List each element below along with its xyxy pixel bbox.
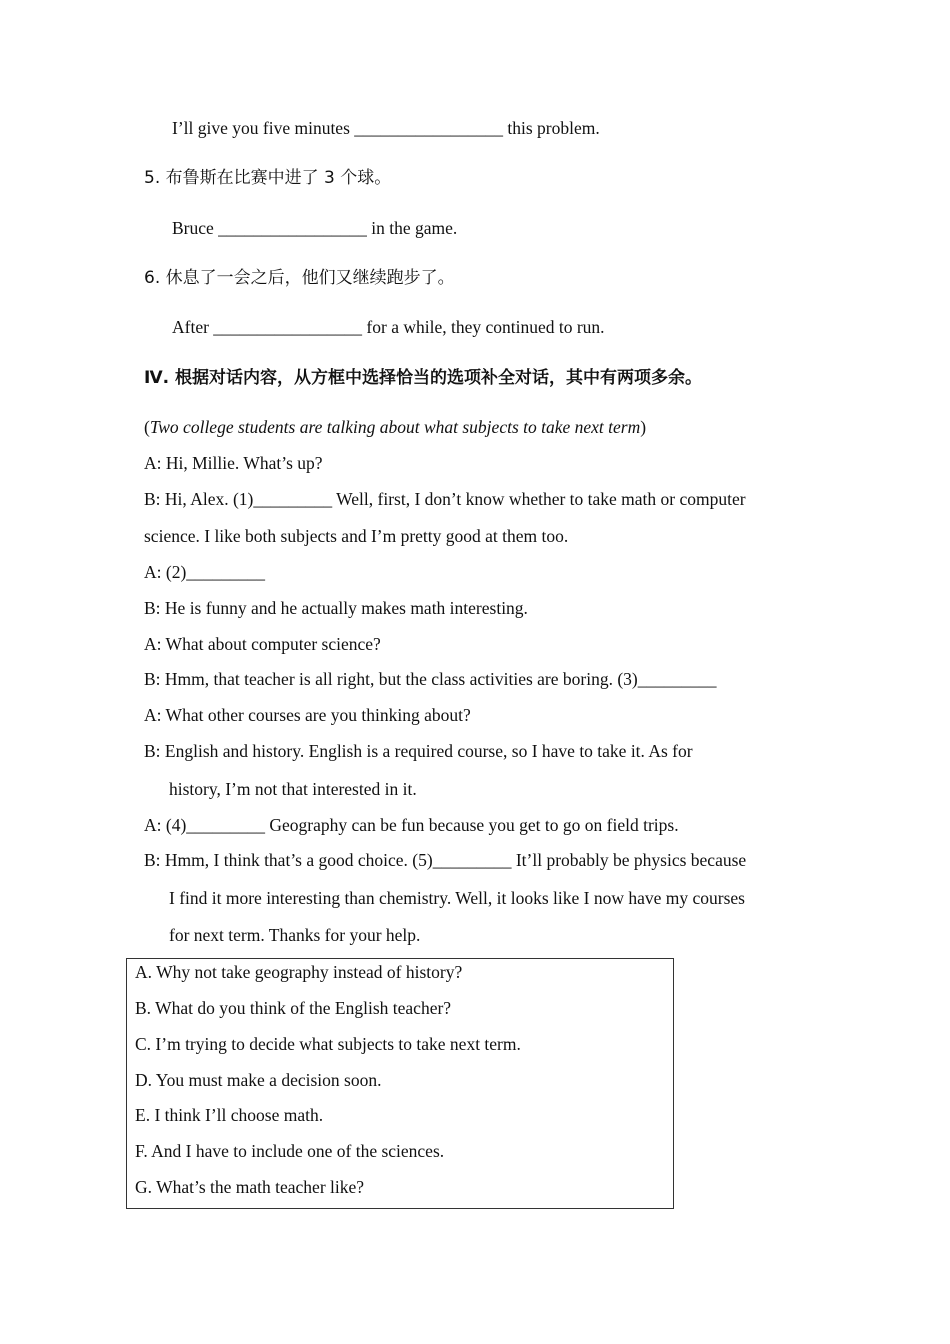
dialogue-line: I find it more interesting than chemistry. Well, it looks like I now have my courses: [169, 888, 745, 908]
dialogue-line: A: (4)_________ Geography can be fun because you get to go on field trips.: [144, 815, 679, 835]
context-close-paren: ): [640, 417, 647, 437]
dialogue-line: for next term. Thanks for your help.: [169, 925, 421, 945]
dialogue-line: history, I’m not that interested in it.: [169, 779, 417, 799]
dialogue-line: A: What about computer science?: [144, 634, 381, 654]
option-d: D. You must make a decision soon.: [135, 1070, 382, 1090]
dialogue-line: A: (2)_________: [144, 562, 266, 582]
item5-sentence: Bruce _________________ in the game.: [172, 218, 458, 238]
option-b: B. What do you think of the English teacher?: [135, 998, 452, 1018]
dialogue-line: B: Hi, Alex. (1)_________ Well, first, I don’t know whether to take math or computer: [144, 489, 746, 509]
section4-heading: Ⅳ. 根据对话内容，从方框中选择恰当的选项补全对话，其中有两项多余。: [144, 368, 703, 388]
dialogue-line: A: What other courses are you thinking about?: [144, 705, 471, 725]
option-f: F. And I have to include one of the sciences.: [135, 1141, 445, 1161]
item5-prompt: 5. 布鲁斯在比赛中进了 3 个球。: [144, 168, 392, 188]
dialogue-line: B: Hmm, that teacher is all right, but the class activities are boring. (3)_________: [144, 669, 717, 689]
item4-sentence: I’ll give you five minutes _________________ this problem.: [172, 118, 600, 138]
item6-sentence: After _________________ for a while, they continued to run.: [172, 317, 605, 337]
option-g: G. What’s the math teacher like?: [135, 1177, 365, 1197]
option-e: E. I think I’ll choose math.: [135, 1105, 324, 1125]
item6-prompt: 6. 休息了一会之后，他们又继续跑步了。: [144, 268, 455, 288]
context-open-paren: (: [144, 417, 150, 437]
option-a: A. Why not take geography instead of history?: [135, 962, 463, 982]
dialogue-line: B: Hmm, I think that’s a good choice. (5)_________ It’ll probably be physics because: [144, 850, 747, 870]
dialogue-line: B: He is funny and he actually makes math interesting.: [144, 598, 528, 618]
context-text: Two college students are talking about what subjects to take next term: [149, 417, 641, 437]
dialogue-line: A: Hi, Millie. What’s up?: [144, 453, 323, 473]
option-c: C. I’m trying to decide what subjects to take next term.: [135, 1034, 521, 1054]
dialogue-context: [144, 416, 646, 438]
dialogue-line: science. I like both subjects and I’m pretty good at them too.: [144, 526, 569, 546]
dialogue-line: B: English and history. English is a required course, so I have to take it. As for: [144, 741, 693, 761]
